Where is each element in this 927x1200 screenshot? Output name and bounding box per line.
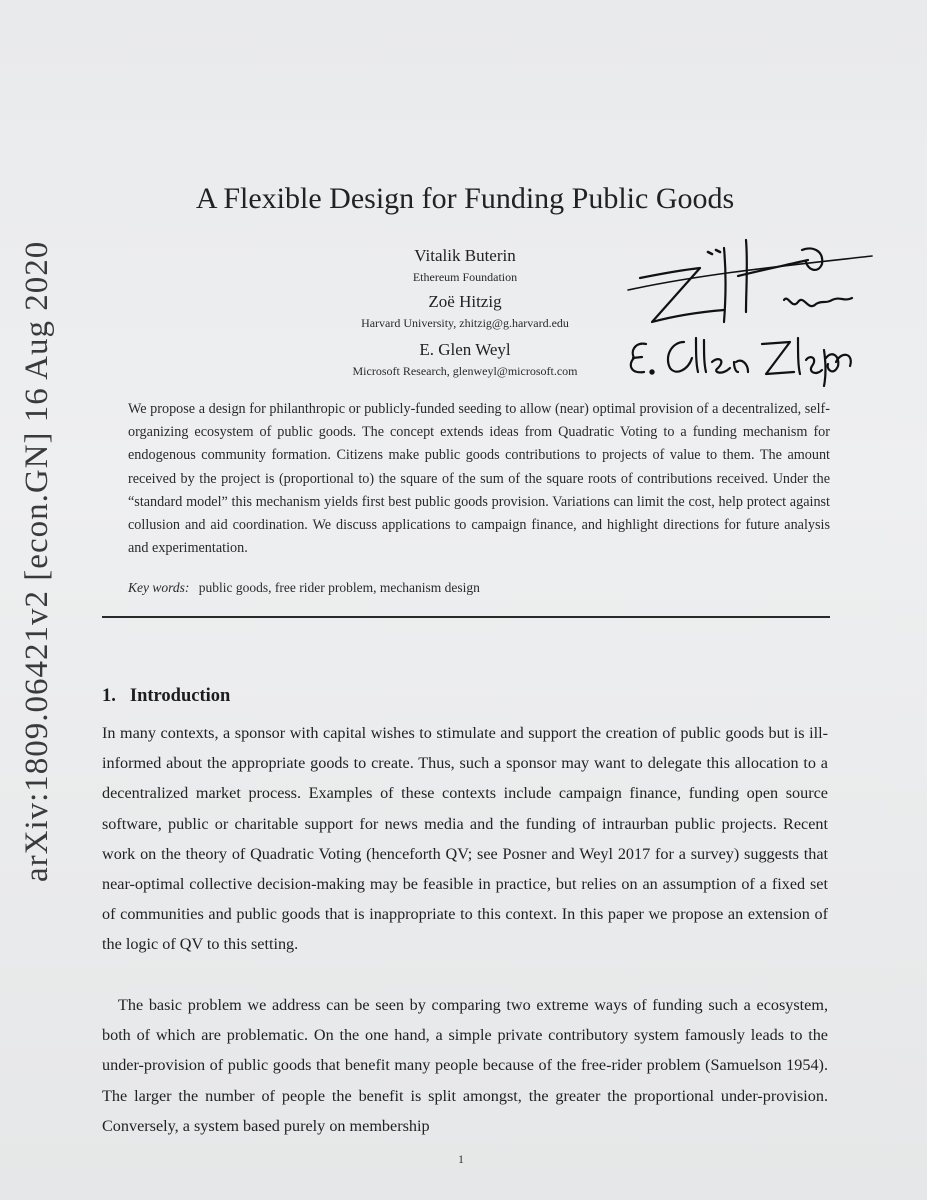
section-divider	[102, 616, 830, 618]
page-number: 1	[458, 1152, 464, 1166]
abstract: We propose a design for philanthropic or publicly-funded seeding to allow (near) optimal provision of a decentralized, self-organizing ecosystem of public goods. The concept extends ideas from Quadratic Voting to a funding mechanism for endogenous community formation. Citizens make public goods contributions to projects of value to them. The amount received by the project is (proportional to) the square of the sum of the square roots of contributions received. Under the “standard model” this mechanism yields first best public goods provision. Variations can limit the cost, help protect against collusion and aid coordination. We discuss applications to campaign finance, and highlight directions for future analysis and experimentation.	[128, 401, 830, 557]
keywords-text: public goods, free rider problem, mechanism design	[198, 580, 480, 595]
author-name: Zoë Hitzig	[428, 292, 502, 311]
arxiv-identifier: arXiv:1809.06421v2 [econ.GN] 16 Aug 2020	[19, 240, 55, 882]
signature-hitzig	[640, 268, 724, 322]
author-affiliation: Ethereum Foundation	[412, 270, 518, 284]
handwritten-signatures	[612, 230, 892, 390]
body-paragraph: In many contexts, a sponsor with capital wishes to stimulate and support the creation of public goods but is ill-informed about the appropriate goods to create. Thus, such a sponsor may want to delegate this allocation to a decentralized market process. Examples of these contexts include campaign finance, funding open source software, public or charitable support for news media and the funding of intraurban public projects. Recent work on the theory of Quadratic Voting (henceforth QV; see Posner and Weyl 2017 for a survey) suggests that near-optimal collective decision-making may be feasible in practice, but relies on an assumption of a fixed set of communities and public goods that is inappropriate to this context. In this paper we propose an extension of the logic of QV to this setting.	[102, 724, 828, 954]
keywords	[128, 580, 480, 596]
author-block	[300, 292, 630, 331]
author-block	[300, 246, 630, 285]
paper-title: A Flexible Design for Funding Public Goods	[195, 182, 735, 215]
keywords-label: Key words:	[128, 580, 190, 595]
author-affiliation: Harvard University, zhitzig@g.harvard.edu	[361, 316, 569, 330]
body-paragraph: The basic problem we address can be seen by comparing two extreme ways of funding such a ecosystem, both of which are problematic. On the one hand, a simple private contributory system famously leads to the under-provision of public goods that benefit many people because of the free-rider problem (Samuelson 1954). The larger the number of people the benefit is split amongst, the greater the proportional under-provision. Conversely, a system based purely on membership	[102, 996, 828, 1135]
section-title: Introduction	[129, 686, 231, 706]
author-name: E. Glen Weyl	[419, 340, 511, 359]
author-block	[300, 340, 630, 379]
section-number: 1.	[102, 686, 116, 706]
author-affiliation: Microsoft Research, glenweyl@microsoft.com	[352, 364, 578, 378]
section-heading	[102, 686, 230, 707]
author-name: Vitalik Buterin	[414, 246, 516, 265]
